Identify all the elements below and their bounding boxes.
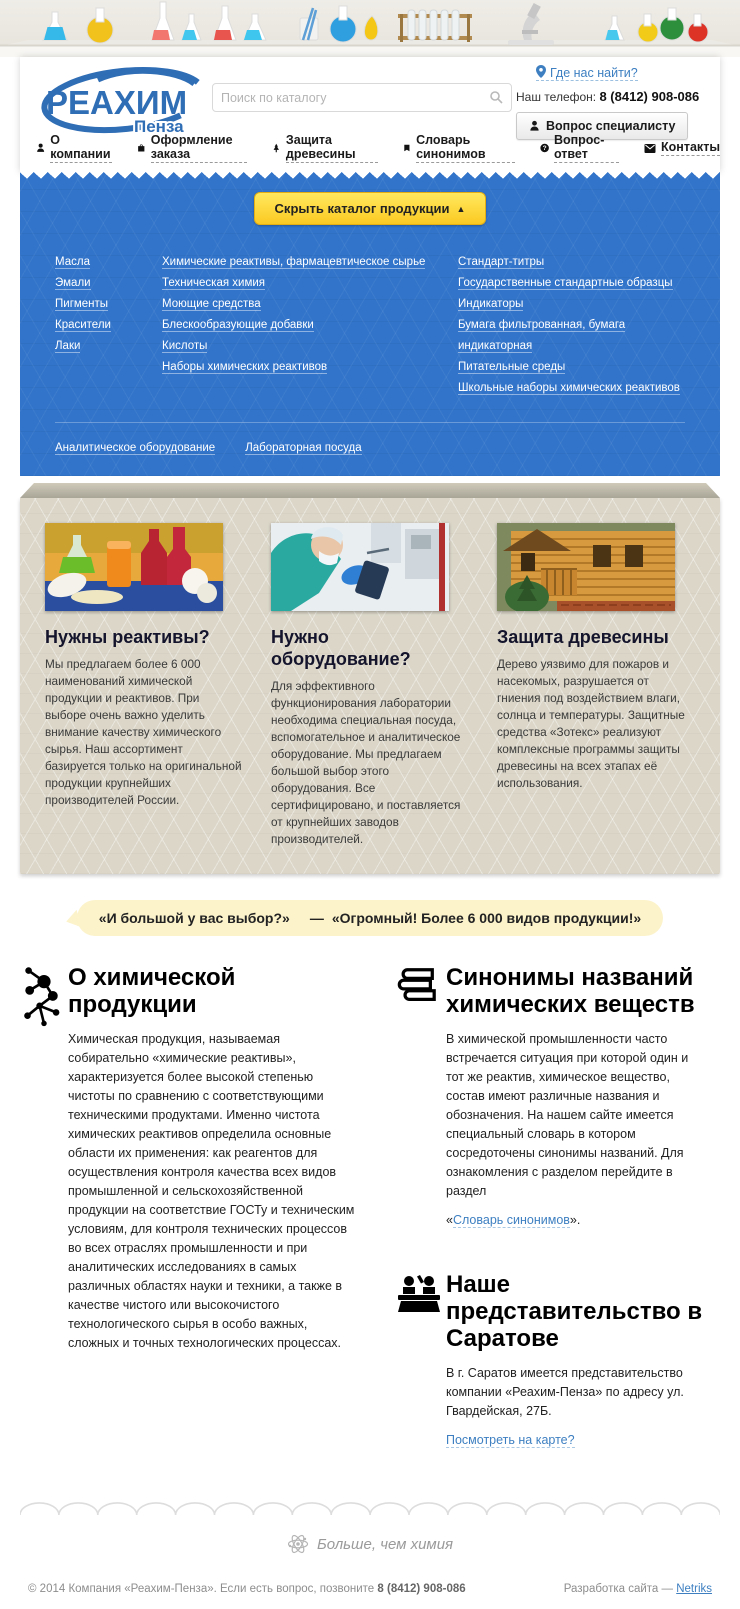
list-item bbox=[162, 314, 458, 335]
nav-label: Защита древесины bbox=[286, 133, 378, 163]
header bbox=[20, 57, 720, 172]
catalog-link[interactable]: Государственные стандартные образцы bbox=[458, 277, 673, 289]
main-nav bbox=[36, 133, 720, 163]
developer-credit bbox=[564, 1583, 712, 1595]
catalog-link[interactable]: Наборы химических реактивов bbox=[162, 361, 328, 373]
quote-question: «И большой у вас выбор?» bbox=[98, 910, 290, 926]
hide-catalog-label: Скрыть каталог продукции bbox=[274, 201, 450, 216]
nav-item-wood[interactable] bbox=[272, 133, 378, 163]
panel-top-edge bbox=[20, 483, 720, 498]
list-item bbox=[245, 438, 361, 456]
list-item bbox=[162, 293, 458, 314]
logo-subtitle: Пенза bbox=[134, 117, 184, 136]
promo-panel bbox=[20, 498, 720, 874]
card-title: Нужно оборудование? bbox=[271, 627, 411, 669]
glassware-illustration bbox=[0, 0, 740, 57]
nav-item-order[interactable] bbox=[137, 133, 247, 163]
people-desk-icon bbox=[396, 1273, 442, 1313]
catalog-link[interactable]: Лаки bbox=[55, 340, 81, 352]
person-icon bbox=[36, 142, 45, 154]
svg-text:?: ? bbox=[542, 145, 547, 153]
catalog-link[interactable]: Эмали bbox=[55, 277, 91, 289]
hide-catalog-button[interactable] bbox=[254, 192, 487, 225]
promo-card-reagents bbox=[45, 523, 243, 848]
catalog-link[interactable]: Аналитическое оборудование bbox=[55, 442, 216, 454]
atom-icon bbox=[287, 1533, 309, 1555]
promo-card-equipment bbox=[271, 523, 469, 848]
find-us-label: Где нас найти? bbox=[550, 66, 638, 80]
bag-icon bbox=[137, 142, 146, 154]
list-item bbox=[458, 251, 685, 272]
catalog-link[interactable]: Химические реактивы, фармацевтическое сырье bbox=[162, 256, 426, 268]
copyright-text: © 2014 Компания «Реахим-Пенза». Если есть вопрос, позвоните bbox=[28, 1583, 375, 1595]
list-item bbox=[458, 272, 685, 293]
molecule-icon bbox=[22, 966, 66, 1028]
catalog-column-3 bbox=[458, 251, 685, 398]
saratov-text: В г. Саратов имеется представительство компании «Реахим-Пенза» по адресу ул. Гвардейская, 27Б. bbox=[446, 1366, 684, 1418]
copyright-phone: 8 (8412) 908-086 bbox=[377, 1583, 466, 1595]
chevron-up-icon: ▲ bbox=[456, 203, 466, 214]
logo-title: РЕАХИМ bbox=[46, 84, 188, 121]
view-on-map-link[interactable]: Посмотреть на карте? bbox=[446, 1433, 575, 1447]
nav-label: Оформление заказа bbox=[151, 133, 248, 163]
card-text: Для эффективного функционирования лаборатории необходима специальная посуда, вспомогательное и аналитическое оборудование. Мы предлагаем большой выбор этого оборудования. Все сертифицировано, и поставляется от крупнейших заводов производителей. bbox=[271, 679, 461, 846]
catalog-link[interactable]: Красители bbox=[55, 319, 111, 331]
saratov-title: Наше представительство в Саратове bbox=[446, 1271, 703, 1352]
card-text: Дерево уязвимо для пожаров и насекомых, разрушается от гниения под воздействием влаги, солнца и температуры. Защитные средства «Зотекс» реализуют комплексные программы защиты древесины на всех этапах её использования. bbox=[497, 657, 685, 790]
slogan-text: Больше, чем химия bbox=[316, 1535, 454, 1553]
reachim-logo[interactable] bbox=[38, 62, 208, 140]
ask-specialist-label: Вопрос специалисту bbox=[546, 119, 676, 133]
slogan-line bbox=[0, 1533, 740, 1555]
phone-line bbox=[516, 89, 704, 104]
nav-item-synonyms[interactable] bbox=[403, 133, 514, 163]
list-item bbox=[55, 438, 215, 456]
catalog-link[interactable]: Моющие средства bbox=[162, 298, 261, 310]
question-icon bbox=[540, 142, 549, 154]
catalog-column-1 bbox=[55, 251, 162, 398]
list-item bbox=[55, 272, 162, 293]
catalog-link[interactable]: Масла bbox=[55, 256, 90, 268]
nav-label: Словарь синонимов bbox=[416, 133, 515, 163]
catalog-link[interactable]: Лабораторная посуда bbox=[245, 442, 362, 454]
copyright bbox=[28, 1583, 466, 1595]
footer-bottom-row bbox=[0, 1583, 740, 1595]
card-title: Защита древесины bbox=[497, 627, 669, 647]
catalog-link[interactable]: Бумага фильтрованная, бумага индикаторная bbox=[458, 319, 626, 352]
list-item bbox=[458, 356, 685, 377]
list-item bbox=[55, 314, 162, 335]
synonyms-section bbox=[396, 964, 708, 1227]
card-title: Нужны реактивы? bbox=[45, 627, 210, 647]
find-us-link[interactable] bbox=[536, 65, 638, 81]
right-column bbox=[396, 964, 708, 1447]
wooden-house-photo bbox=[497, 523, 675, 611]
catalog-link[interactable]: Пигменты bbox=[55, 298, 109, 310]
catalog-link[interactable]: Питательные среды bbox=[458, 361, 566, 373]
card-text: Мы предлагаем более 6 000 наименований химической продукции и реактивов. При выборе очень важно уделить внимание качеству химического сырья. Наш ассортимент базируется только на оригинальной продукции крупнейших производителей России. bbox=[45, 657, 242, 807]
location-pin-icon bbox=[536, 65, 546, 78]
synonyms-title: Синонимы названий химических веществ bbox=[446, 964, 695, 1018]
catalog-columns bbox=[55, 251, 685, 398]
quote-dash: — bbox=[309, 910, 324, 926]
about-column bbox=[28, 964, 360, 1447]
list-item bbox=[162, 251, 458, 272]
list-item bbox=[55, 335, 162, 356]
list-item bbox=[55, 251, 162, 272]
books-icon bbox=[396, 966, 438, 1006]
promo-card-wood bbox=[497, 523, 695, 848]
wave-path bbox=[20, 1503, 720, 1515]
catalog-link[interactable]: Стандарт-титры bbox=[458, 256, 545, 268]
lab-glassware-banner bbox=[0, 0, 740, 57]
about-title: О химической продукции bbox=[68, 964, 236, 1018]
envelope-icon bbox=[644, 143, 656, 154]
catalog-link[interactable]: Индикаторы bbox=[458, 298, 524, 310]
quote-bubble bbox=[77, 900, 663, 936]
about-text: Химическая продукция, называемая собирательно «химические реактивы», характеризуется более высокой степенью чистоты по сравнению с соответствующими техническими продуктами. Именно чистота химических реактивов определила основные области их применения: как реагентов для осуществления контроля качества всех видов промышленной и сельскохозяйственной продукции на соответствие ГОСТу и техническим условиям, для контроля технических процессов во всех отраслях промышленности и при аналитических исследованиях в самых различных областях науки и техники, а также в качестве чистого или высокочистого технологического сырья в особо важных, сложных и точных технологических процессах. bbox=[68, 1032, 355, 1350]
list-item bbox=[458, 314, 685, 356]
reagents-photo bbox=[45, 523, 223, 611]
catalog-search bbox=[212, 83, 512, 112]
search-icon[interactable] bbox=[490, 91, 503, 104]
info-columns bbox=[0, 958, 740, 1447]
nav-label: Вопрос-ответ bbox=[554, 133, 619, 163]
footer bbox=[0, 1501, 740, 1609]
synonyms-text: В химической промышленности часто встречается ситуация при которой один и тот же реактив, химическое вещество, состав имеют различные названия и обозначения. На нашем сайте имеется специальный словарь в котором сосредоточены синонимы названий. Для ознакомления с разделом перейдите в раздел bbox=[446, 1032, 689, 1198]
list-item bbox=[55, 293, 162, 314]
synonyms-dictionary-link[interactable]: Словарь синонимов bbox=[452, 1213, 570, 1227]
synonyms-link-line bbox=[446, 1213, 708, 1227]
catalog-divider bbox=[55, 422, 685, 423]
quote-answer: «Огромный! Более 6 000 видов продукции!» bbox=[331, 910, 642, 926]
list-item bbox=[458, 377, 685, 398]
catalog-column-2 bbox=[162, 251, 458, 398]
catalog-link[interactable]: Кислоты bbox=[162, 340, 208, 352]
catalog-panel bbox=[20, 172, 720, 476]
nav-label: Контакты bbox=[661, 140, 720, 154]
catalog-bottom-links bbox=[55, 438, 685, 456]
catalog-link[interactable]: Блескообразующие добавки bbox=[162, 319, 314, 331]
list-item bbox=[162, 356, 458, 377]
nav-item-faq[interactable] bbox=[540, 133, 619, 163]
person-icon bbox=[529, 120, 540, 132]
catalog-link[interactable]: Школьные наборы химических реактивов bbox=[458, 382, 680, 394]
phone-number: 8 (8412) 908-086 bbox=[599, 89, 700, 104]
tree-icon bbox=[272, 142, 281, 154]
about-section bbox=[28, 964, 360, 1353]
list-item bbox=[162, 335, 458, 356]
list-item bbox=[162, 272, 458, 293]
dev-label: Разработка сайта — bbox=[563, 1583, 674, 1595]
catalog-link[interactable]: Техническая химия bbox=[162, 277, 266, 289]
header-contact-block bbox=[516, 64, 704, 140]
saratov-section bbox=[396, 1271, 708, 1447]
nav-item-about[interactable] bbox=[36, 133, 112, 163]
dev-link[interactable]: Netriks bbox=[676, 1583, 712, 1595]
quote-mark: « bbox=[446, 1213, 453, 1227]
wave-divider bbox=[20, 1501, 720, 1517]
list-item bbox=[458, 293, 685, 314]
phone-label: Наш телефон: bbox=[516, 90, 597, 104]
quote-row bbox=[0, 900, 740, 936]
nav-item-contacts[interactable] bbox=[644, 133, 720, 163]
map-link-line bbox=[446, 1433, 708, 1447]
bookmark-icon bbox=[403, 142, 411, 154]
nav-label: О компании bbox=[50, 133, 111, 161]
quote-mark: ». bbox=[569, 1213, 581, 1227]
search-input[interactable] bbox=[221, 91, 490, 105]
zigzag-edge bbox=[20, 172, 720, 179]
lab-technician-photo bbox=[271, 523, 449, 611]
